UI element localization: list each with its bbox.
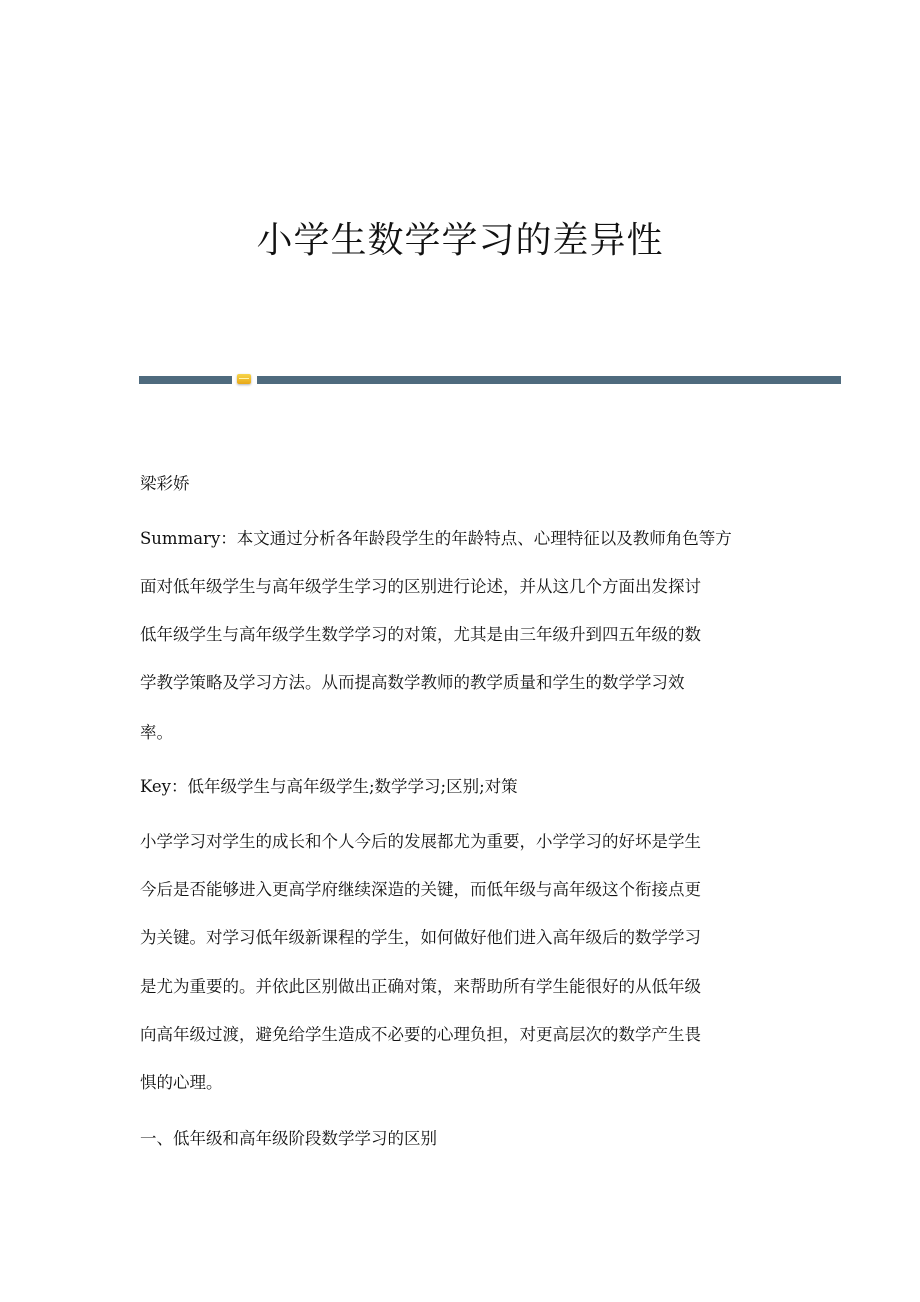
body-line: 是尤为重要的。并依此区别做出正确对策，来帮助所有学生能很好的从低年级	[140, 977, 701, 996]
body-line: 小学学习对学生的成长和个人今后的发展都尤为重要，小学学习的好坏是学生	[140, 832, 701, 851]
summary-line: 面对低年级学生与高年级学生学习的区别进行论述，并从这几个方面出发探讨	[140, 577, 701, 596]
body-line: 向高年级过渡，避免给学生造成不必要的心理负担，对更高层次的数学产生畏	[140, 1025, 701, 1044]
summary-line: 学教学策略及学习方法。从而提高数学教师的教学质量和学生的数学学习效	[140, 673, 685, 692]
section-heading: 一、低年级和高年级阶段数学学习的区别	[140, 1129, 437, 1148]
summary-line: 率。	[140, 723, 173, 742]
body-line: 惧的心理。	[140, 1073, 223, 1092]
divider-left	[139, 376, 232, 384]
summary-line: 低年级学生与高年级学生数学学习的对策，尤其是由三年级升到四五年级的数	[140, 625, 701, 644]
summary-line: Summary：本文通过分析各年龄段学生的年龄特点、心理特征以及教师角色等方	[140, 529, 732, 548]
divider-badge-icon	[237, 374, 251, 384]
body-line: 今后是否能够进入更高学府继续深造的关键，而低年级与高年级这个衔接点更	[140, 880, 701, 899]
body-line: 为关键。对学习低年级新课程的学生，如何做好他们进入高年级后的数学学习	[140, 928, 701, 947]
author: 梁彩娇	[140, 474, 190, 493]
document-title: 小学生数学学习的差异性	[256, 220, 664, 261]
divider-right	[257, 376, 841, 384]
keywords: Key：低年级学生与高年级学生;数学学习;区别;对策	[140, 777, 518, 796]
